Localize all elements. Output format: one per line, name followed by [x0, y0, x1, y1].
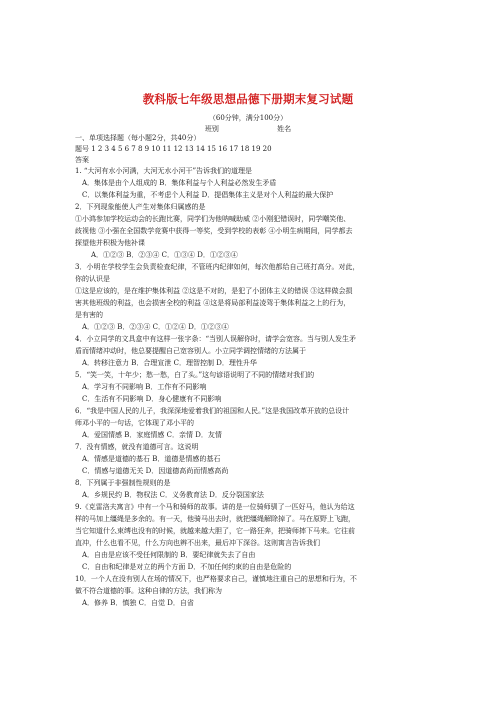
question-line: 样的马加上缰绳是多余的。有一天，他骑马出去时，就把缰绳解除掉了。马在原野上飞跑，	[75, 515, 355, 523]
question-line: 是有害的	[75, 311, 103, 319]
question-line: A．乡规民约 B．物权法 C．义务教育法 D．反分裂国家法	[82, 491, 264, 499]
question-line: 盾而情绪冲动时，他总要提醒自己宽容别人。小立同学调控情绪的方法属于	[75, 347, 306, 355]
exam-title: 教科版七年级思想品德下册期末复习试题	[142, 92, 354, 106]
question-line: 3．小明在学校学生会负责检查纪律，不管班内纪律如何，每次他都给自己班打高分。对此，	[75, 263, 360, 271]
question-line: 5．“笑一笑，十年少；愁一愁，白了头。”这句谚语说明了不同的情绪对我们的	[75, 371, 315, 379]
question-line: 2．下列现象能使人产生对集体归属感的是	[75, 203, 206, 211]
question-line: A．①②③ B．②③④ C．①③④ D．①②③④	[91, 251, 238, 259]
question-line: 害其他班级的利益，也会损害全校的利益 ④这是将局部利益凌驾于集体利益之上的行为，	[75, 299, 351, 307]
question-line: 8．下列属于非强制性规则的是	[75, 479, 171, 487]
name-label: 姓名	[277, 125, 292, 133]
question-line: A．学习有不同影响 B．工作有不同影响	[82, 383, 207, 391]
question-line: 7．没有情感，就没有道德可言。这说明	[75, 443, 199, 451]
answer-row: 答案	[75, 156, 89, 164]
question-line: 10．一个人在没有别人在场的情况下，也严格要求自己，谨慎地注重自己的思想和行为，不	[75, 575, 357, 583]
question-line: A．爱国情感 B．家庭情感 C．亲情 D．友情	[82, 431, 222, 439]
question-line: 做不符合道德的事。这种自律的方法，我们称为	[75, 587, 222, 595]
question-line: A．自由是应该不受任何限制的 B．要纪律就失去了自由	[82, 551, 256, 559]
question-line: C．情感与道德无关 D．因道德高尚而情感高尚	[82, 467, 229, 475]
question-line: 你的认识是	[75, 275, 110, 283]
question-line: C．以集体利益为重，不考虑个人利益 D．提倡集体主义是对个人利益的最大保护	[82, 191, 334, 199]
question-number-row: 题号 1 2 3 4 5 6 7 8 9 10 11 12 13 14 15 16 17 18 19 20	[75, 145, 272, 153]
question-line: 9.《克雷洛夫寓言》中有一个马和骑师的故事。讲的是一位骑师驯了一匹好马，他认为给这	[75, 503, 355, 511]
question-line: C．自由和纪律是对立的两个方面 D．不加任何约束的自由是危险的	[82, 563, 292, 571]
time-score: （60分钟，满分100分）	[208, 114, 288, 122]
question-line: 歧视他 ③小强在全国数学竞赛中获得一等奖，受到学校的表彰 ④小明生病期间，同学都去	[75, 227, 353, 235]
class-label: 班别	[204, 125, 219, 133]
question-line: A．修养 B．慎独 C．自觉 D．自省	[82, 599, 194, 607]
question-line: ①小鸿参加学校运动会的长跑比赛，同学们为他呐喊助威 ②小刚犯错误时，同学嘲笑他、	[75, 215, 351, 223]
question-line: 当它知道什么束缚也没有的时候，就越来越大胆了，它一路狂奔，把骑师摔下马来。它往前	[75, 527, 355, 535]
question-line: 4．小立同学的文具盒中有这样一张字条：“当别人误解你时，请学会宽容。当与别人发生矛	[75, 335, 357, 343]
question-line: A．集体是由个人组成的 B．集体利益与个人利益必然发生矛盾	[82, 179, 277, 187]
section-heading: 一、单项选择题（每小题2分，共40分）	[75, 134, 201, 142]
question-line: 探望他并积极为他补课	[75, 239, 145, 247]
question-line: 6．“我是中国人民的儿子，我深深地爱着我们的祖国和人民。”这是我国改革开放的总设计	[75, 407, 350, 415]
question-line: A．情感是道德的基石 B．道德是情感的基石	[82, 455, 221, 463]
question-line: A．转移注意力 B．合理宣泄 C．理智控制 D．理性升华	[82, 359, 257, 367]
question-line: 1. “大河有水小河满，大河无水小河干”告诉我们的道理是	[75, 167, 253, 175]
question-line: A．①②③ B．②③④ C．①②④ D．①②③④	[82, 323, 229, 331]
question-line: 直冲，什么也看不见，什么方向也辨不出来，最后冲下深谷。这则寓言告诉我们	[75, 539, 320, 547]
question-line: ①这是应该的，是在维护集体利益 ②这是不对的，是犯了小团体主义的错误 ③这样做会损	[75, 287, 353, 295]
question-line: C．生活有不同影响 D．身心健康有不同影响	[82, 395, 222, 403]
question-line: 师邓小平的一句话，它体现了邓小平的	[75, 419, 194, 427]
